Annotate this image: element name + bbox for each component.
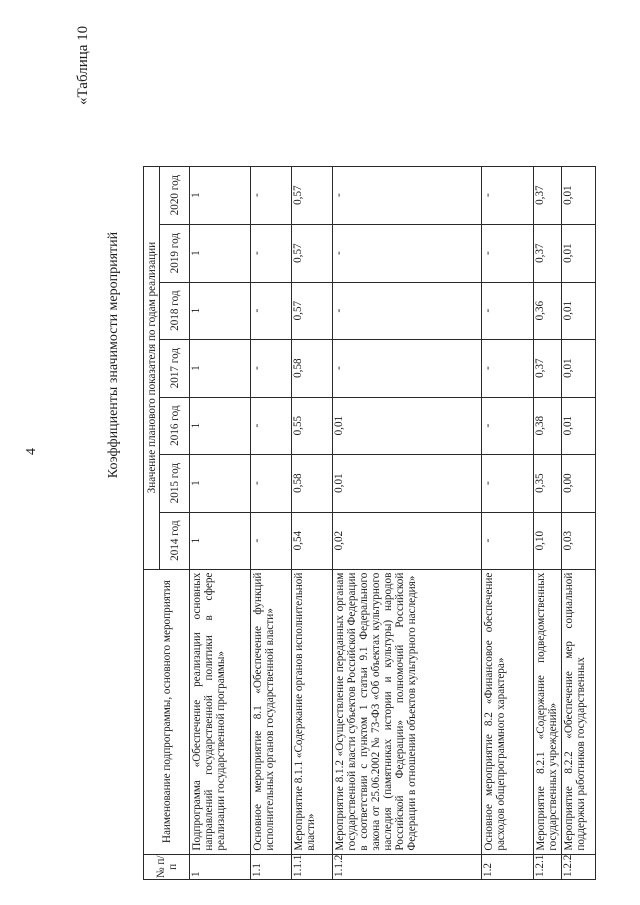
- row-value: -: [251, 224, 292, 282]
- row-value: 0,03: [562, 512, 596, 569]
- row-value: -: [251, 512, 292, 569]
- row-value: -: [482, 224, 534, 282]
- significance-table: [143, 166, 596, 880]
- table-row: [534, 166, 562, 879]
- header-num: № п/п: [144, 854, 190, 879]
- row-number: 1: [190, 854, 251, 879]
- row-number: 1.1.2: [333, 854, 482, 879]
- row-value: -: [482, 166, 534, 224]
- row-value: -: [251, 397, 292, 454]
- row-value: 0,38: [534, 397, 562, 454]
- row-value: 0,01: [333, 397, 482, 454]
- row-value: 1: [190, 454, 251, 512]
- table-row: [190, 166, 251, 879]
- table-row: [333, 166, 482, 879]
- table-number-label: «Таблица 10: [75, 25, 91, 105]
- row-value: 0,57: [292, 224, 333, 282]
- row-name: Основное мероприятие 8.2 «Финансовое обеспечение расходов общепрограммного характера»: [482, 569, 534, 854]
- row-name: Мероприятие 8.1.1 «Содержание органов исполнительной власти»: [292, 569, 333, 854]
- row-value: -: [333, 224, 482, 282]
- row-value: 0,57: [292, 282, 333, 339]
- row-value: 0,58: [292, 339, 333, 397]
- row-value: 0,01: [562, 397, 596, 454]
- header-year: 2017 год: [160, 339, 190, 397]
- row-value: -: [482, 512, 534, 569]
- row-value: 0,01: [562, 339, 596, 397]
- row-name: Мероприятие 8.2.1 «Содержание подведомственных государственных учреждений»: [534, 569, 562, 854]
- row-value: 0,37: [534, 339, 562, 397]
- table-row: [562, 166, 596, 879]
- row-value: -: [251, 166, 292, 224]
- row-number: 1.1: [251, 854, 292, 879]
- row-value: -: [482, 282, 534, 339]
- row-value: -: [333, 282, 482, 339]
- header-year: 2014 год: [160, 512, 190, 569]
- row-value: 1: [190, 512, 251, 569]
- row-value: 1: [190, 397, 251, 454]
- header-name: Наименование подпрограммы, основного мероприятия: [144, 569, 190, 854]
- row-value: 1: [190, 282, 251, 339]
- row-value: 0,37: [534, 166, 562, 224]
- row-name: Мероприятие 8.2.2 «Обеспечение мер социальной поддержки работников государственных: [562, 569, 596, 854]
- row-value: 0,55: [292, 397, 333, 454]
- row-value: 1: [190, 339, 251, 397]
- row-value: -: [333, 339, 482, 397]
- row-value: 0,37: [534, 224, 562, 282]
- row-number: 1.2: [482, 854, 534, 879]
- row-value: -: [482, 339, 534, 397]
- row-value: -: [482, 397, 534, 454]
- row-value: -: [333, 166, 482, 224]
- header-year: 2018 год: [160, 282, 190, 339]
- header-year: 2015 год: [160, 454, 190, 512]
- row-value: -: [251, 282, 292, 339]
- row-value: 0,02: [333, 512, 482, 569]
- row-value: -: [251, 339, 292, 397]
- row-number: 1.2.1: [534, 854, 562, 879]
- page-number: 4: [24, 448, 39, 455]
- row-value: 0,01: [562, 224, 596, 282]
- table-row: [251, 166, 292, 879]
- row-number: 1.1.1: [292, 854, 333, 879]
- row-value: 0,10: [534, 512, 562, 569]
- row-value: 0,36: [534, 282, 562, 339]
- row-value: 0,58: [292, 454, 333, 512]
- row-value: 0,35: [534, 454, 562, 512]
- row-name: Основное мероприятие 8.1 «Обеспечение функций исполнительных органов государственной власти»: [251, 569, 292, 854]
- row-value: 0,01: [562, 282, 596, 339]
- header-group: Значение планового показателя по годам реализации: [144, 166, 160, 569]
- row-value: 0,54: [292, 512, 333, 569]
- row-value: 1: [190, 166, 251, 224]
- table-title: Коэффициенты значимости мероприятий: [106, 231, 121, 479]
- row-value: 0,00: [562, 454, 596, 512]
- row-value: 0,01: [562, 166, 596, 224]
- row-value: 0,57: [292, 166, 333, 224]
- header-year: 2019 год: [160, 224, 190, 282]
- header-year: 2016 год: [160, 397, 190, 454]
- row-name: Подпрограмма «Обеспечение реализации основных направлений государственной политики в сфере реализации государственной программы»: [190, 569, 251, 854]
- row-value: 1: [190, 224, 251, 282]
- row-value: 0,01: [333, 454, 482, 512]
- row-value: -: [251, 454, 292, 512]
- header-year: 2020 год: [160, 166, 190, 224]
- table-row: [292, 166, 333, 879]
- row-value: -: [482, 454, 534, 512]
- row-number: 1.2.2: [562, 854, 596, 879]
- table-row: [482, 166, 534, 879]
- row-name: Мероприятие 8.1.2 «Осуществление переданных органам государственной власти субъектов Российской Федерации в соответствии с пунктом 1 статьи 9.1 Федерального закона от 25.06.2002 № 73-ФЗ «Об объектах культурного наследия (памятниках истории и культуры) народов Российской Федерации» полномочий Российской Федерации в отношении объектов культурного наследия»: [333, 569, 482, 854]
